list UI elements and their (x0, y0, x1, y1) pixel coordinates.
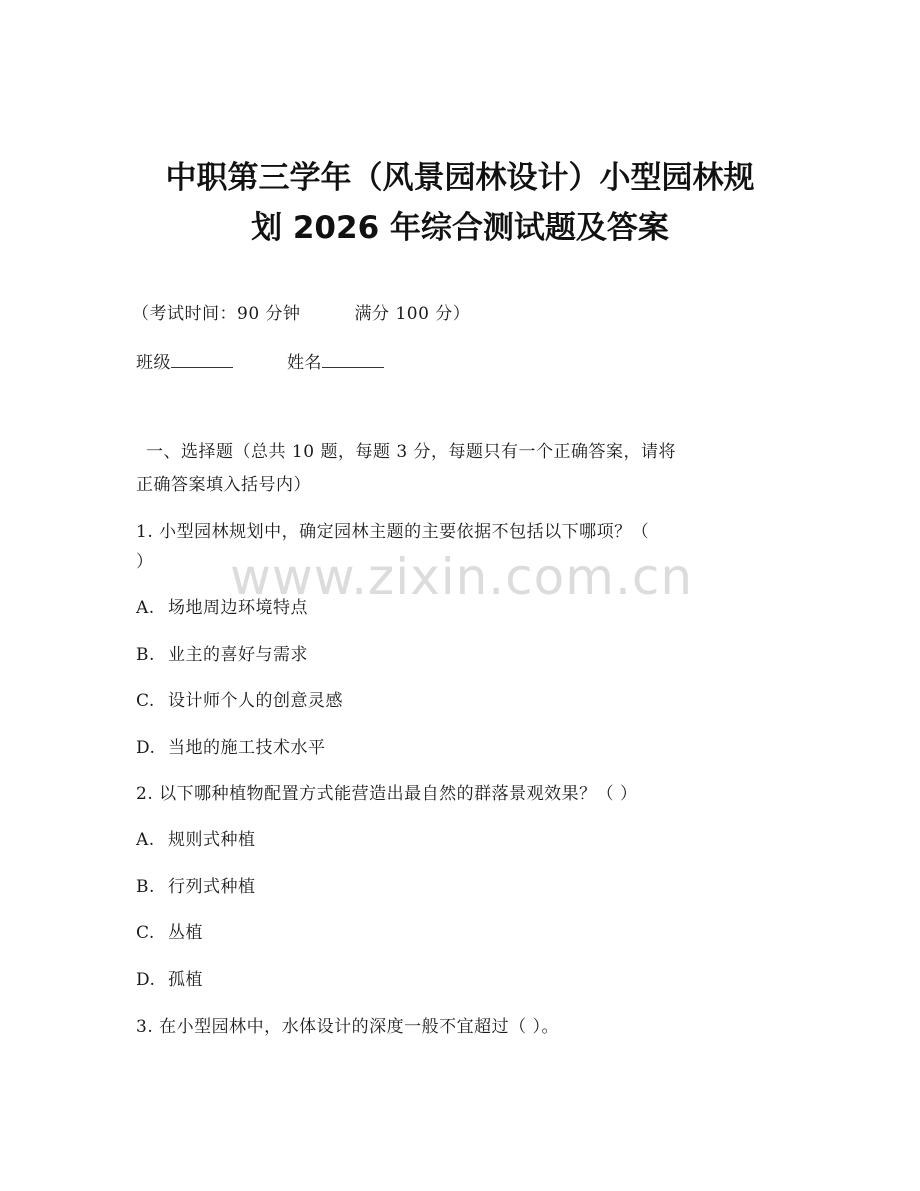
page-title-line-1: 中职第三学年（风景园林设计）小型园林规 (165, 160, 755, 196)
question-1-option-a (136, 597, 308, 619)
section-heading-line-2: 正确答案填入括号内） (136, 475, 311, 495)
option-text: 场地周边环境特点 (168, 598, 308, 618)
student-info (136, 351, 384, 374)
exam-time: （考试时间：90 分钟 (132, 304, 301, 324)
question-2-option-c (136, 922, 203, 944)
option-text: 规则式种植 (168, 830, 256, 850)
class-blank[interactable] (171, 351, 233, 368)
class-label: 班级 (136, 353, 171, 373)
option-text: 孤植 (168, 970, 203, 990)
option-text: 当地的施工技术水平 (168, 738, 326, 758)
section-heading-line-1: 一、选择题（总共 10 题，每题 3 分，每题只有一个正确答案，请将 (146, 442, 677, 462)
option-text: 设计师个人的创意灵感 (168, 691, 343, 711)
question-3-stem: 3. 在小型园林中，水体设计的深度一般不宜超过（ ）。 (136, 1017, 560, 1037)
question-2-option-a (136, 829, 256, 851)
option-label: B. (136, 877, 155, 897)
option-label: C. (136, 691, 155, 711)
watermark: www.zixin.com.cn (230, 548, 694, 606)
exam-score: 满分 100 分） (354, 304, 471, 324)
question-2-stem: 2. 以下哪种植物配置方式能营造出最自然的群落景观效果？（ ） (136, 784, 638, 804)
option-text: 行列式种植 (168, 877, 256, 897)
page-title-line-2: 划 2026 年综合测试题及答案 (251, 210, 669, 246)
option-label: A. (136, 830, 155, 850)
question-2-option-d (136, 969, 203, 991)
option-label: A. (136, 598, 155, 618)
question-2-option-b (136, 876, 256, 898)
option-label: D. (136, 970, 156, 990)
option-text: 业主的喜好与需求 (168, 645, 308, 665)
question-1-option-c (136, 690, 343, 712)
name-blank[interactable] (322, 351, 384, 368)
name-label: 姓名 (287, 353, 322, 373)
question-1-option-d (136, 737, 326, 759)
question-1-stem-line-1: 1. 小型园林规划中，确定园林主题的主要依据不包括以下哪项？（ (136, 522, 650, 542)
question-1-option-b (136, 644, 308, 666)
option-text: 丛植 (168, 923, 203, 943)
option-label: D. (136, 738, 156, 758)
option-label: C. (136, 923, 155, 943)
option-label: B. (136, 645, 155, 665)
question-1-stem-line-2: ） (136, 552, 154, 572)
exam-meta (132, 303, 470, 325)
